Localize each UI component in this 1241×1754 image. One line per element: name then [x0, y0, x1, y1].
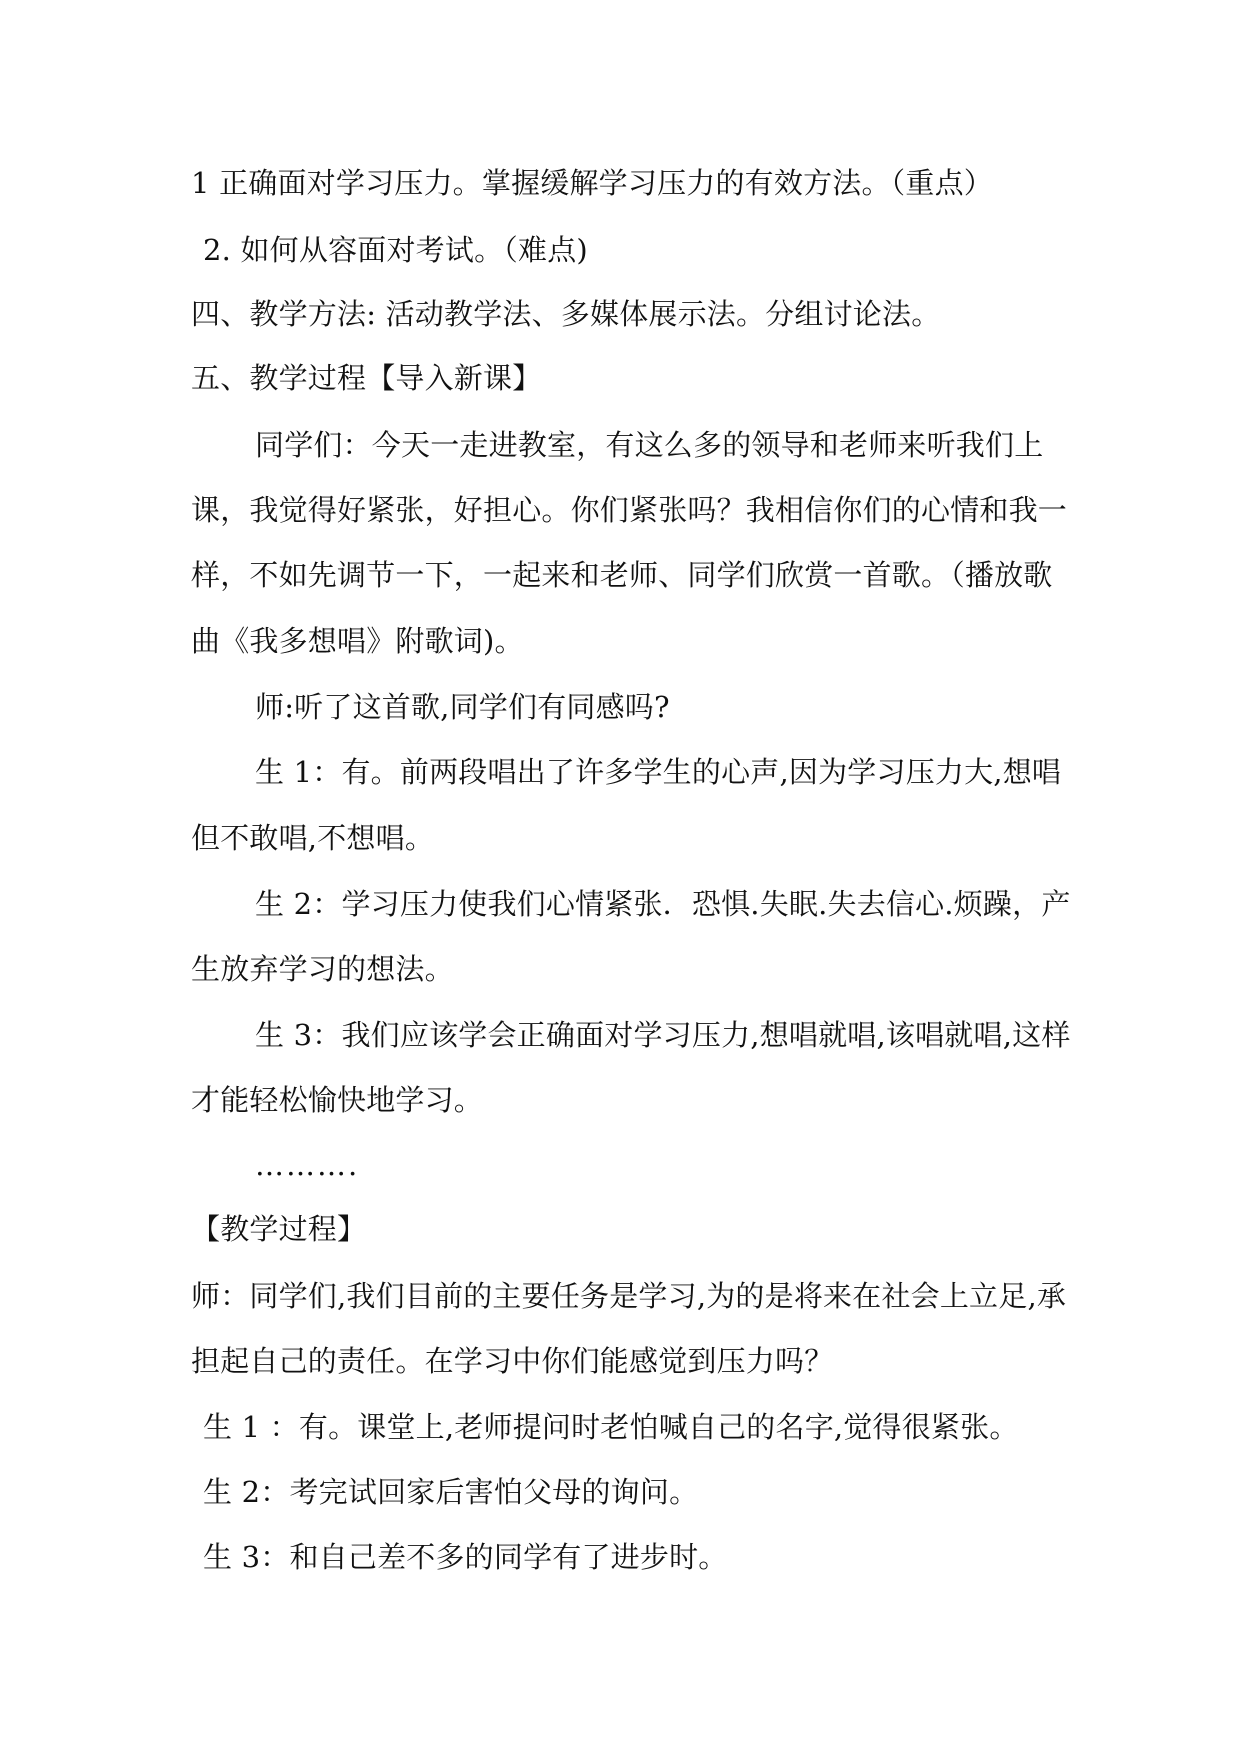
student-3-answer-line-2: 才能轻松愉快地学习。	[191, 1083, 484, 1117]
key-point-1: 1 正确面对学习压力。掌握缓解学习压力的有效方法。（重点）	[191, 166, 993, 200]
intro-paragraph-line-1: 同学们：今天一走进教室，有这么多的领导和老师来听我们上	[255, 428, 1044, 462]
teacher-statement-line-1: 师：同学们,我们目前的主要任务是学习,为的是将来在社会上立足,承	[191, 1279, 1067, 1313]
student-1-answer-line-2: 但不敢唱,不想唱。	[191, 821, 435, 855]
student-1-answer-line-1: 生 1：有。前两段唱出了许多学生的心声,因为学习压力大,想唱	[255, 755, 1062, 789]
intro-paragraph-line-4: 曲《我多想唱》附歌词)。	[191, 624, 524, 658]
key-point-2: 2. 如何从容面对考试。（难点)	[203, 233, 588, 267]
student-2-answer-line-2: 生放弃学习的想法。	[191, 952, 454, 986]
student-1-response: 生 1 ：有。课堂上,老师提问时老怕喊自己的名字,觉得很紧张。	[203, 1410, 1019, 1444]
teacher-question: 师:听了这首歌,同学们有同感吗?	[255, 690, 670, 724]
teaching-process-heading: 五、教学过程【导入新课】	[191, 361, 542, 395]
teacher-statement-line-2: 担起自己的责任。在学习中你们能感觉到压力吗？	[191, 1344, 834, 1378]
student-2-response: 生 2：考完试回家后害怕父母的询问。	[203, 1475, 699, 1509]
teaching-process-section-heading: 【教学过程】	[191, 1212, 367, 1246]
student-2-answer-line-1: 生 2：学习压力使我们心情紧张．恐惧.失眠.失去信心.烦躁，产	[255, 887, 1071, 921]
teaching-methods: 四、教学方法: 活动教学法、多媒体展示法。分组讨论法。	[191, 297, 941, 331]
intro-paragraph-line-3: 样，不如先调节一下，一起来和老师、同学们欣赏一首歌。（播放歌	[191, 558, 1053, 592]
intro-paragraph-line-2: 课，我觉得好紧张，好担心。你们紧张吗？我相信你们的心情和我一	[191, 493, 1068, 527]
student-3-response: 生 3：和自己差不多的同学有了进步时。	[203, 1540, 728, 1574]
ellipsis: ……….	[255, 1148, 360, 1182]
student-3-answer-line-1: 生 3：我们应该学会正确面对学习压力,想唱就唱,该唱就唱,这样	[255, 1018, 1071, 1052]
